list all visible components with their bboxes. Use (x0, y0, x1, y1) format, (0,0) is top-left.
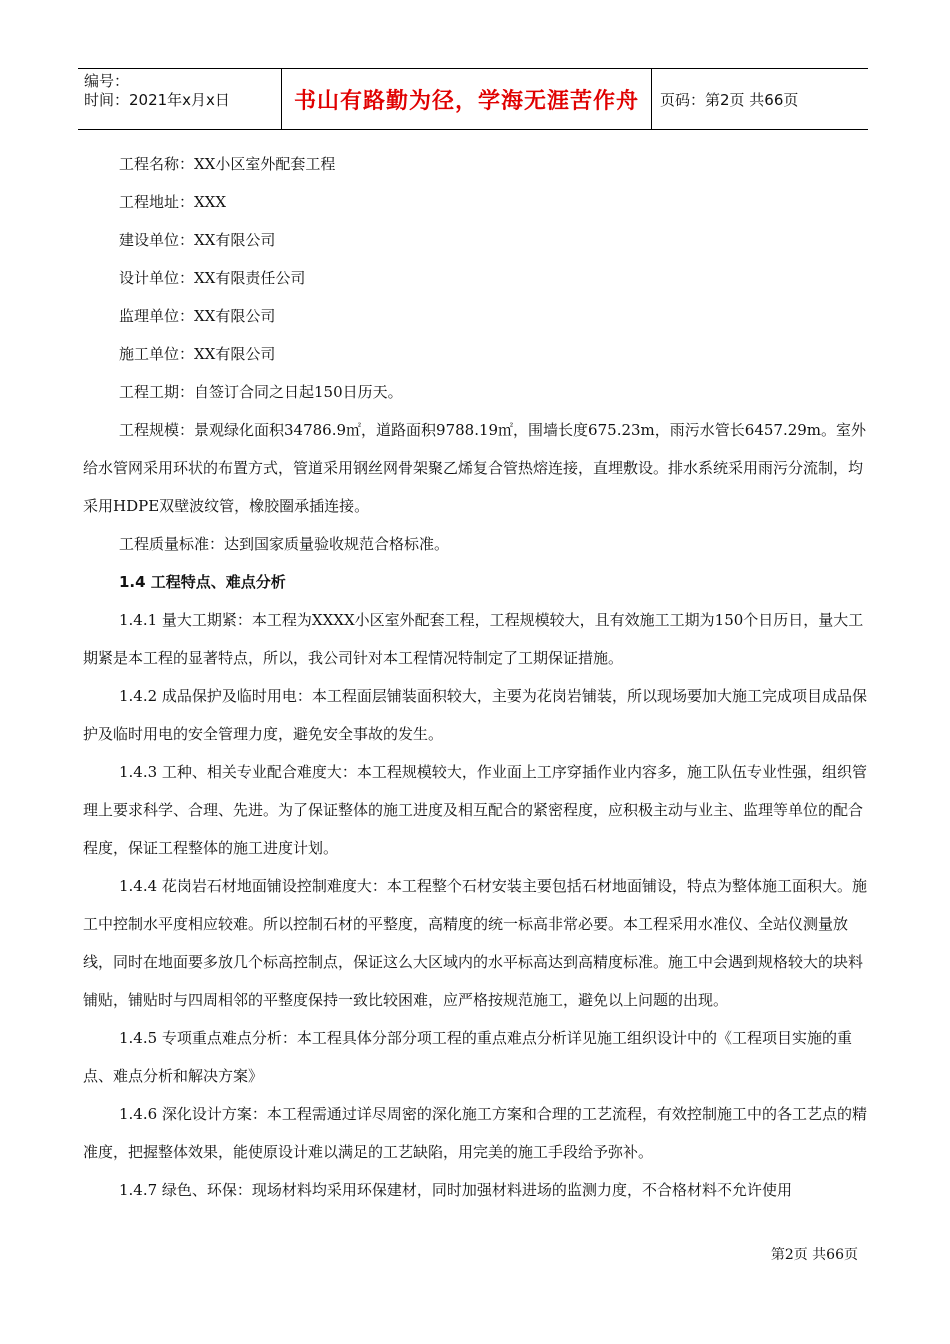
paragraph-construction-unit: 建设单位：XX有限公司 (119, 231, 276, 249)
header-meta (78, 69, 282, 129)
paragraph-design-unit: 设计单位：XX有限责任公司 (119, 269, 306, 287)
paragraph-project-address: 工程地址：XXX (119, 193, 227, 211)
paragraph-1-4-1: 1.4.1 量大工期紧：本工程为XXXX小区室外配套工程，工程规模较大，且有效施工工期为150个日历日，量大工期紧是本工程的显著特点，所以，我公司针对本工程情况特制定了工期保证措施。 (83, 611, 864, 667)
number-label: 编号： (84, 72, 130, 90)
header-motto: 书山有路勤为径，学海无涯苦作舟 (282, 69, 652, 129)
paragraph-1-4-2: 1.4.2 成品保护及临时用电：本工程面层铺装面积较大，主要为花岗岩铺装，所以现场要加大施工完成项目成品保护及临时用电的安全管理力度，避免安全事故的发生。 (83, 687, 867, 743)
paragraph-quality-standard: 工程质量标准：达到国家质量验收规范合格标准。 (119, 535, 450, 553)
page-header (78, 68, 868, 130)
paragraph-project-name: 工程名称：XX小区室外配套工程 (119, 155, 336, 173)
paragraph-supervision-unit: 监理单位：XX有限公司 (119, 307, 276, 325)
page-footer: 第2页 共66页 (770, 1247, 858, 1263)
time-label: 时间：2021年x月x日 (84, 91, 230, 109)
paragraph-1-4-5: 1.4.5 专项重点难点分析：本工程具体分部分项工程的重点难点分析详见施工组织设计中的《工程项目实施的重点、难点分析和解决方案》 (83, 1029, 852, 1085)
paragraph-1-4-7: 1.4.7 绿色、环保：现场材料均采用环保建材，同时加强材料进场的监测力度，不合格材料不允许使用 (119, 1181, 792, 1199)
paragraph-contractor: 施工单位：XX有限公司 (119, 345, 276, 363)
paragraph-1-4-3: 1.4.3 工种、相关专业配合难度大：本工程规模较大，作业面上工序穿插作业内容多，施工队伍专业性强，组织管理上要求科学、合理、先进。为了保证整体的施工进度及相互配合的紧密程度，应积极主动与业主、监理等单位的配合程度，保证工程整体的施工进度计划。 (83, 763, 867, 857)
paragraph-1-4-6: 1.4.6 深化设计方案：本工程需通过详尽周密的深化施工方案和合理的工艺流程，有效控制施工中的各工艺点的精准度，把握整体效果，能使原设计难以满足的工艺缺陷，用完美的施工手段给予弥补。 (83, 1105, 867, 1161)
header-page-label: 页码：第2页 共66页 (660, 90, 799, 109)
paragraph-1-4-4: 1.4.4 花岗岩石材地面铺设控制难度大：本工程整个石材安装主要包括石材地面铺设，特点为整体施工面积大。施工中控制水平度相应较难。所以控制石材的平整度，高精度的统一标高非常必要。本工程采用水准仪、全站仪测量放线，同时在地面要多放几个标高控制点，保证这么大区域内的水平标高达到高精度标准。施工中会遇到规格较大的块料铺贴，铺贴时与四周相邻的平整度保持一致比较困难，应严格按规范施工，避免以上问题的出现。 (83, 877, 867, 1009)
paragraph-scale: 工程规模：景观绿化面积34786.9㎡，道路面积9788.19㎡，围墙长度675.23m，雨污水管长6457.29m。室外给水管网采用环状的布置方式，管道采用钢丝网骨架聚乙烯复合管热熔连接，直埋敷设。排水系统采用雨污分流制，均采用HDPE双壁波纹管，橡胶圈承插连接。 (83, 421, 867, 515)
section-heading: 1.4 工程特点、难点分析 (119, 573, 286, 591)
document-body (83, 145, 873, 1209)
paragraph-duration: 工程工期：自签订合同之日起150日历天。 (119, 383, 403, 401)
